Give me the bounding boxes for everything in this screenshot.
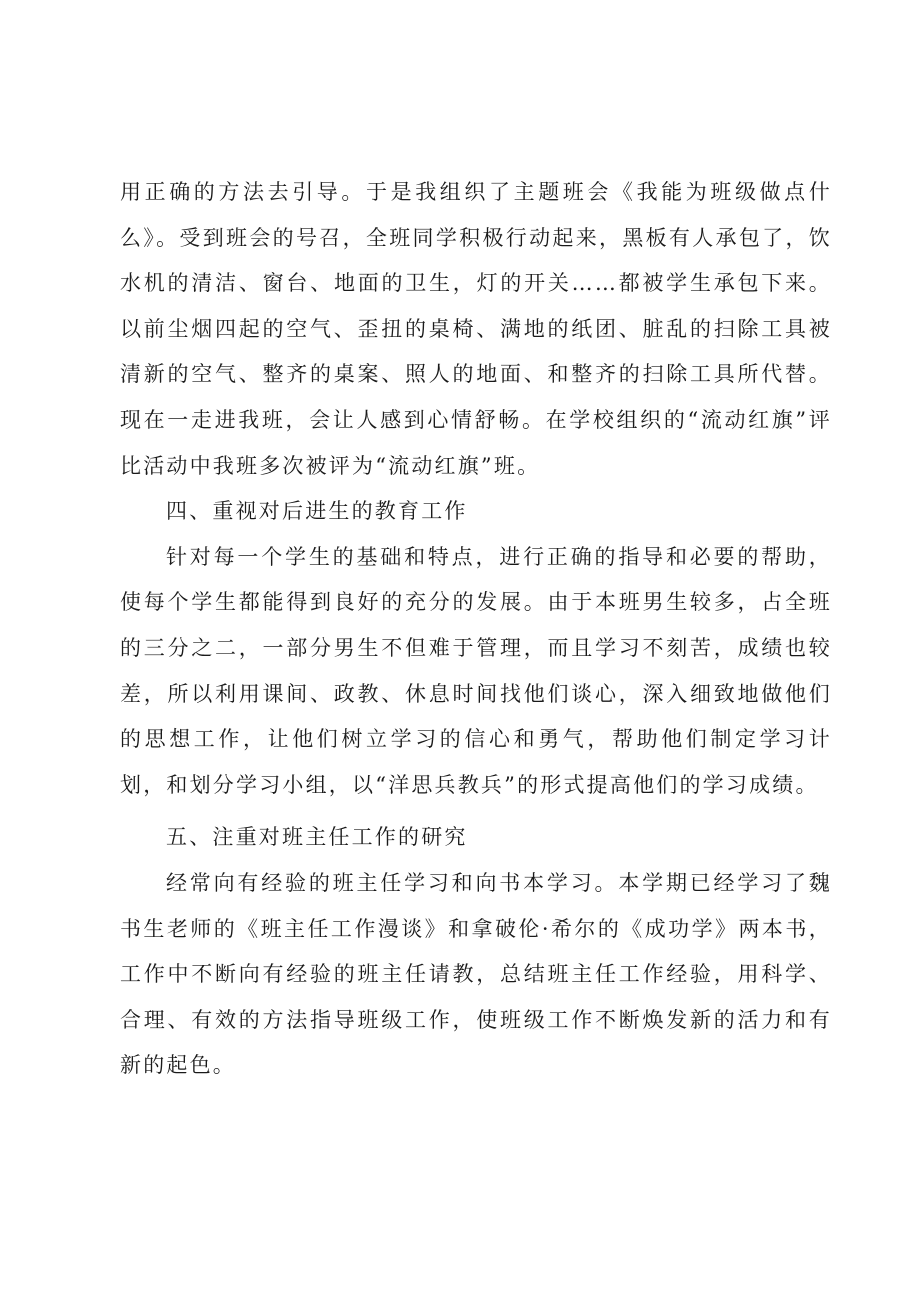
document-body	[120, 170, 832, 1089]
paragraph-section-five: 经常向有经验的班主任学习和向书本学习。本学期已经学习了魏书生老师的《班主任工作漫谈》和拿破伦·希尔的《成功学》两本书，工作中不断向有经验的班主任请教，总结班主任工作经验，用科学、合理、有效的方法指导班级工作，使班级工作不断焕发新的活力和有新的起色。	[120, 870, 832, 1078]
paragraph-section-four: 针对每一个学生的基础和特点，进行正确的指导和必要的帮助，使每个学生都能得到良好的充分的发展。由于本班男生较多，占全班的三分之二，一部分男生不但难于管理，而且学习不刻苦，成绩也较差，所以利用课间、政教、休息时间找他们谈心，深入细致地做他们的思想工作，让他们树立学习的信心和勇气，帮助他们制定学习计划，和划分学习小组，以“洋思兵教兵”的形式提高他们的学习成绩。	[120, 544, 832, 797]
section-heading-four: 四、重视对后进生的教育工作	[166, 499, 468, 524]
section-heading-five: 五、注重对班主任工作的研究	[166, 825, 468, 850]
paragraph-continuation: 用正确的方法去引导。于是我组织了主题班会《我能为班级做点什么》。受到班会的号召，全班同学积极行动起来，黑板有人承包了，饮水机的清洁、窗台、地面的卫生，灯的开关……都被学生承包下来。以前尘烟四起的空气、歪扭的桌椅、满地的纸团、脏乱的扫除工具被清新的空气、整齐的桌案、照人的地面、和整齐的扫除工具所代替。现在一走进我班，会让人感到心情舒畅。在学校组织的“流动红旗”评比活动中我班多次被评为“流动红旗”班。	[120, 180, 832, 478]
